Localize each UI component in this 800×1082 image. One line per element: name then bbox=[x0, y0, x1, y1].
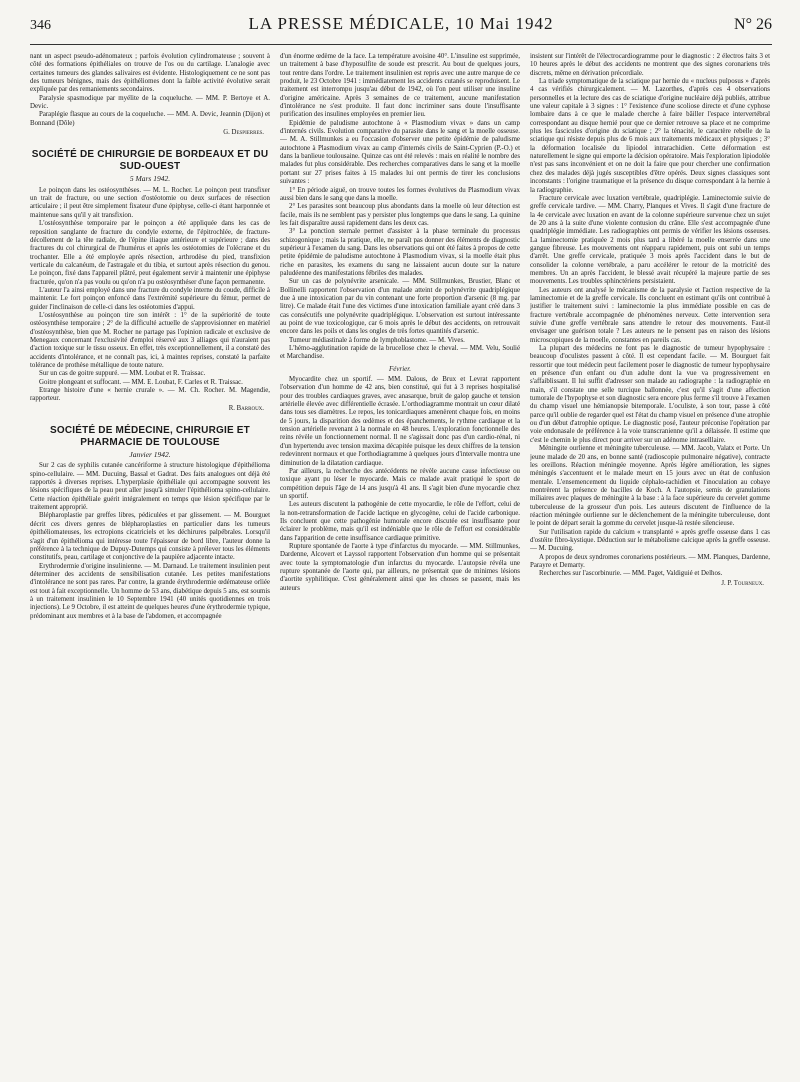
journal-title: LA PRESSE MÉDICALE, bbox=[248, 14, 451, 33]
paragraph: Epidémie de paludisme autochtone à « Plasmodium vivax » dans un camp d'internés civils. Evolution comparative du parasite dans le sang et la moelle osseuse. — M. A. Stillmunkes a eu l'occasion d'observer une petite épidémie de paludisme autochtone à Plasmodium vivax au camp d'internés civils de Saint-Cyprien (P.-O.) et dans la banlieue toulousaine. Quinze cas ont été relevés : mais en réalité le nombre des malades fut plus considérable. Des recherches comparatives dans le sang et la moelle portant sur 27 prises faites à 15 malades lui ont permis de tirer les conclusions suivantes : bbox=[280, 119, 520, 186]
paragraph: insistent sur l'intérêt de l'électrocardiogramme pour le diagnostic : 2 électros faits 3 et 10 heures après le début des accidents ne montrent que des signes coronariens très discrets, même en dérivation précordiale. bbox=[530, 53, 770, 77]
paragraph: nant un aspect pseudo-adénomateux ; parfois évolution cylindromateuse ; souvent à côté des formations épithéliales on trouve de l'os ou du cartilage. L'analogie avec certaines tumeurs des glandes salivaires est évidente. Histologiquement ce ne sont pas des tumeurs bénignes, mais des épithéliomes dont la faible activité évolutive serait expliquée par des remaniements secondaires. bbox=[30, 53, 270, 94]
journal-title-line bbox=[120, 14, 682, 34]
column-3 bbox=[530, 53, 770, 1063]
paragraph: L'ostéosynthèse temporaire par le poinçon a été appliquée dans les cas de reposition sanglante de fracture du condyle externe, de l'épitrochlée, de fracture-décollement de la tête radiale, de l'épine iliaque antérieure et supérieure ; dans des fractures du col chirurgical de l'humérus et après les ostéotomies de l'olécrane et du trochanter. Elle a été employée après résection, arthrodèse du pied, transfixion verticale du calcanéum, de l'astragale et du tibia, et surtout après résection du genou. Le poinçon, fixé dans l'appareil plâtré, peut également servir à maintenir une épiphyse fracturée, qu'on n'a pas voulu ou qu'on n'a pu ostéosynthéser d'une façon permanente. bbox=[30, 220, 270, 286]
paragraph: Méningite ourlienne et méningite tuberculeuse. — MM. Jacob, Valatx et Porte. Un jeune malade de 20 ans, en bonne santé (radioscopie pulmonaire négative), contracte les oreillons. Réaction méningée moyenne. Après légère amélioration, les signes méningés s'accentuent et le malade meurt en 15 jours avec un état de confusion mentale. L'ensemencement du liquide céphalo-rachidien et l'inoculation au cobaye montrèrent la présence de bacilles de Koch. A l'autopsie, semis de granulations miliaires avec plaques de méningite à la base : à la face supérieure du cervelet gomme tuberculeuse de la grosseur d'un pois. Les auteurs discutent de l'influence de la réaction méningée ourlienne sur le déclenchement de la méningite tuberculeuse, dont le point de départ serait la gomme du cervelet jusque-là restée silencieuse. bbox=[530, 445, 770, 528]
paragraph: Le poinçon dans les ostéosynthèses. — M. L. Rocher. Le poinçon peut transfixer un trait de fracture, ou une section d'ostéotomie ou deux surfaces de résection articulaire ; il peut être simplement fixateur d'une épiphyse, celle-ci étant harponnée et maintenue sans qu'il y ait transfixion. bbox=[30, 186, 270, 219]
column-2 bbox=[280, 53, 520, 1063]
paragraph: Sur l'utilisation rapide du calcium « transplanté » après greffe osseuse dans 1 cas d'ostéite fibro-kystique. Déduction sur le métabolisme calcique après la greffe osseuse. — M. Ducuing. bbox=[530, 528, 770, 553]
column-1 bbox=[30, 53, 270, 1063]
paragraph: La plupart des médecins ne font pas le diagnostic de tumeur hypophysaire : beaucoup d'oculistes passent à côté. Il est cependant facile. — M. Bourguet fait ressortir que tout médecin peut facilement poser le diagnostic de tumeur hypophysaire en présence d'un enfant ou d'un adulte dont la vue va progressivement en s'affaiblissant. Il lui suffit d'adresser son malade au radiographe : la radiographie en main, s'il constate une selle turcique ballonnée, c'est qu'il s'agit d'une affection tumorale de l'hypophyse et son diagnostic sera encore plus ferme s'il trouve à l'examen du champ visuel une hémianopsie bitemporale. L'oculiste, à son tour, passe à côté parce qu'il oublie de regarder quel est l'état du champ visuel en présence d'une atrophie ou d'un début d'atrophie optique. Le diagnostic posé, l'auteur préconise l'opération par voie endonasale de préférence à la voie transcranienne qu'il a délaissée. Il estime que c'est le chemin le plus direct pour arriver sur un adénome intraselllaire. bbox=[530, 345, 770, 444]
paragraph: Blépharoplastie par greffes libres, pédiculées et par glissement. — M. Bourguet décrit ces divers genres de blépharoplasties en particulier dans les tumeurs épithéliomateuses, les ectropions cicatriciels et les déchirures palpébrales. Lorsqu'il s'agit d'un épithélioma qui intéresse toute l'épaisseur de bord libre, l'auteur donne la préférence à la technique de Dupuy-Dutemps qui consiste à prélever tous les éléments constitutifs, peau, cartilage et conjonctive de la paupière adjacente intacte. bbox=[30, 512, 270, 562]
paragraph: Sur 2 cas de syphilis cutanée cancériforme à structure histologique d'épithélioma spino-cellulaire. — MM. Ducuing, Bassal et Gadrat. Des faits analogues ont déjà été rapportés à diverses reprises. L'hyperplasie épithéliale qui accompagne souvent les lésions spécifiques de la peau peut aller jusqu'à simuler l'épithélioma spino-cellulaire. Cette réaction épithéliale guérit intégralement en temps que lésion spécifique par le traitement approprié. bbox=[30, 462, 270, 512]
paragraph: Rupture spontanée de l'aorte à type d'infarctus du myocarde. — MM. Stillmunkes, Dardenne, Alcovert et Layssol rapportent l'observation d'un homme qui se présentait avec toute la symptomatologie d'un infarctus du myocarde. L'autopsie révéla une rupture spontanée de l'aorte qui, par ailleurs, ne présentait que de minimes lésions d'aortite syphilitique. C'est généralement ainsi que les choses se passent, mais les auteurs bbox=[280, 542, 520, 592]
signature: R. Barroux. bbox=[228, 404, 264, 412]
paragraph: L'auteur l'a ainsi employé dans une fracture du condyle interne du coude, difficile à maintenir. Le fort poinçon enfoncé dans l'extrémité supérieure du fémur, permet de guider l'inclinaison de celle-ci dans les ostéotomies d'appui. bbox=[30, 286, 270, 311]
paragraph: Les auteurs ont analysé le mécanisme de la paralysie et l'action respective de la laminectomie et de la greffe cervicale. Ils concluent en estimant qu'ils ont contribué à justifier le traitement suivi : laminectomie la plus immédiate possible en cas de fracture vertébrale accompagnée de phénomènes nerveux. Cette intervention sera suivie d'une greffe vertébrale sans attendre le retour des mouvements. Faut-il envisager une guérison totale ? Les auteurs ne le pensent pas en raison des lésions microscopiques de la moelle, constantes en pareils cas. bbox=[530, 286, 770, 344]
paragraph: Sur un cas de goitre suppuré. — MM. Loubat et R. Traissac. bbox=[39, 370, 206, 378]
paragraph: Sur un cas de polynévrite arsenicale. — MM. Stillmunkes, Brustier, Blanc et Bollinelli rapportent l'observation d'un malade atteint de polynévrite quadriplégique due à une intoxication par du vin contenant une forte proportion d'arsenic (8 mg. par litre). Ce malade était l'une des victimes d'une intoxication familiale ayant créé dans 3 cas consécutifs une polynévrite quadriplégique. L'observation est surtout intéressante au point de vue toxicologique, car 6 mois après le début des accidents, on retrouvait encore dans les poils et dans les ongles de très fortes quantités d'arsenic. bbox=[280, 278, 520, 336]
paragraph: L'ostéosynthèse au poinçon tire son intérêt : 1° de la supériorité de toute ostéosynthèse temporaire ; 2° de la difficulté actuelle de s'approvisionner en matériel d'ostéosynthèse, bien que M. Rocher ne partage pas l'opinion radicale et exclusive de Menegaux concernant l'exclusivité d'emploi réservé aux 3 alliages qui n'auraient pas d'action toxique sur le tissu osseux. En effet, très exceptionnellement, il a constaté des accidents d'intolérance, et ne connaît pas, ici, à maintes reprises, constaté la parfaite tolérance de prothèse métallique de toute nature. bbox=[30, 311, 270, 369]
paragraph: 1° En période aiguë, on trouve toutes les formes évolutives du Plasmodium vivax aussi bien dans le sang que dans la moelle. bbox=[280, 186, 520, 202]
paragraph: Par ailleurs, la recherche des antécédents ne révèle aucune cause infectieuse ou toxique ayant pu léser le myocarde. Mais ce malade avait pratiqué le sport de compétition depuis l'âge de 14 ans jusqu'à 41 ans. Il s'agit bien d'une myocardie chez un sportif. bbox=[280, 467, 520, 500]
section-date: Janvier 1942. bbox=[129, 450, 171, 460]
paragraph: Erythrodermie d'origine insulinienne. — M. Darnaud. Le traitement insulinien peut déterminer des accidents de sensibilisation cutanée. Les petites manifestations d'intolérance ne sont pas rares. Par contre, la grande érythrodermie œdémateuse orliée est tout à fait exceptionnelle. Un homme de 53 ans, diabétique depuis 5 ans, est soumis à un traitement insulinien le 10 Septembre 1941 (40 unités quotidiennes en trois injections). Le 9 Octobre, il est atteint de quelques heures d'une érythrodermie typique, prédominant aux membres et à la base de l'abdomen, et accompagnée bbox=[30, 562, 270, 620]
signature: J. P. Tourneux. bbox=[721, 579, 764, 587]
paragraph: Recherches sur l'ascorbinurie. — MM. Paget, Valdiguié et Delhos. bbox=[539, 570, 723, 578]
paragraph: Goitre plongeant et suffocant. — MM. E. Loubat, F. Carles et R. Traissac. bbox=[39, 378, 243, 386]
paragraph: Tumeur médiastinale à forme de lymphoblastome. — M. Vives. bbox=[289, 336, 465, 344]
paragraph: Les auteurs discutent la pathogénie de cette myocardie, le rôle de l'effort, celui de la non-retransformation de l'acide lactique en glycogène, celui de l'acide carbonique. Ils concluent que cette pathogénie humorale encore discutée est insuffisante pour éclairer le problème, mais qu'il est indéniable que le rôle de l'effort est considérable dans l'apparition de cette insuffisance cardiaque primitive. bbox=[280, 501, 520, 542]
paragraph: Paralysie spasmodique par myélite de la coqueluche. — MM. P. Bertoye et A. Devic. bbox=[30, 94, 270, 111]
paragraph: Etrange histoire d'une « hernie crurale ». — M. Ch. Rocher. M. Magendie, rapporteur. bbox=[30, 387, 270, 403]
page-number: 346 bbox=[30, 18, 51, 33]
paragraph: A propos de deux syndromes coronariens postérieurs. — MM. Planques, Dardenne, Parayre et Demarty. bbox=[530, 553, 770, 569]
paragraph: 2° Les parasites sont beaucoup plus abondants dans la moelle où leur détection est facile, mais ils ne semblent pas y persister plus longtemps que dans le sang. La quinine les fait disparaître aussi rapidement dans les deux cas. bbox=[280, 203, 520, 227]
paragraph: d'un énorme œdème de la face. La température avoisine 40°. L'insuline est supprimée, un traitement à base d'hyposulfite de soude est prescrit. Au bout de quelques jours, tout rentre dans l'ordre. Le traitement insulinien est repris avec une autre marque de ce produit, le 23 Octobre 1941 : immédiatement les accidents cutanés se reproduisent. Le traitement est interrompu jusqu'au début de 1942, où l'on peut utiliser une insuline d'origine américaine. Après 3 semaines de ce traitement, aucune manifestation d'intolérance ne s'est produite. Il faut donc incriminer sans doute l'insuffisante purification des insulines employées en premier lieu. bbox=[280, 53, 520, 119]
section-date: Février. bbox=[389, 364, 411, 373]
section-heading: SOCIÉTÉ DE CHIRURGIE DE BORDEAUX ET DU SUD-OUEST bbox=[31, 149, 269, 173]
issue-number: N° 26 bbox=[734, 16, 772, 33]
signature: G. Despierres. bbox=[223, 129, 264, 137]
article-columns bbox=[30, 53, 772, 1063]
section-date: 5 Mars 1942. bbox=[129, 174, 171, 184]
page-header bbox=[30, 14, 772, 45]
paragraph: L'hémo-agglutination rapide de la brucellose chez le cheval. — MM. Velu, Soulié et Marchandise. bbox=[280, 345, 520, 361]
paragraph: 3° La ponction sternale permet d'assister à la phase terminale du processus schizogonique ; mais la pratique, elle, ne paraît pas donner des éléments de diagnostic supérieur à l'examen du sang. Dans les observations qui ont été faites à propos de cette petite épidémie de paludisme autochtone à Plasmodium vivax, si la moelle était plus riche en parasites, les examens du sang ne laissaient aucun doute sur la nature paludéenne des manifestations fébriles des malades. bbox=[280, 228, 520, 277]
issue-date: 10 Mai 1942 bbox=[455, 14, 554, 33]
paragraph: La triade symptomatique de la sciatique par hernie du « nucleus pulposus » d'après 4 cas vérifiés chirurgicalement. — M. Lazorthes, d'après ces 4 observations personnelles et la lecture des cas de sciatique d'origine nucléaire déjà publiés, attribue une valeur capitale à 3 signes : 1° l'existence d'une scoliose directe et d'une cyphose lombaire dans à ce que le malade cherche à faire bâiller l'espace intervertébral correspondant au disque hernié pour que ce dernier retrouve sa place et ne comprime plus les fascicules d'origine du sciatique ; 2° la ténacité, le caractère rebelle de la sciatique qui résiste depuis plus de 6 mois aux traitements médicaux et physiques ; 3° la déformation localisée du lipiodol intrarachidien. Cette déformation est naturellement le signe qui emporte la décision opératoire. Mais l'exploration lipiodolée n'est pas sans inconvénient et on ne doit la faire que pour chercher une confirmation chez des malades déjà jugés susceptibles d'être opérés. Deux signes classiques sont inconstants : l'origine traumatique et la présence du disque correspondant à la hernie à la radiographie. bbox=[530, 78, 770, 194]
paragraph: Fracture cervicale avec luxation vertébrale, quadriplégie. Laminectomie suivie de greffe cervicale tardive. — MM. Charry, Planques et Vives. Il s'agit d'une fracture de la 4e cervicale avec luxation en avant de la colonne supérieure survenue chez un sujet de 20 ans à la suite d'une violente contusion du crâne. Elle s'est accompagnée d'une quadriplégie immédiate. Les radiographies ont permis de vérifier les lésions osseuses. La laminectomie pratiquée 2 mois plus tard a libéré la moelle enserrée dans une gangue fibreuse. Les mouvements ont réapparu rapidement, puis ont subi un temps d'arrêt. Une greffe cervicale, pratiquée 3 mois après l'accident dans le but de consolider la colonne vertébrale, a paru accélérer le retour de la motricité des membres. Un an après l'accident, le blessé avait récupéré la majeure partie de ses mouvements. Les troubles sphinctériens persistaient. bbox=[530, 194, 770, 286]
paragraph: Paraplégie flasque au cours de la coqueluche. — MM. A. Devic, Jeannin (Dijon) et Bonnand (Dôle) bbox=[30, 111, 270, 127]
section-heading: SOCIÉTÉ DE MÉDECINE, CHIRURGIE ET PHARMACIE DE TOULOUSE bbox=[50, 425, 250, 449]
paragraph: Myocardite chez un sportif. — MM. Dalous, de Brux et Levrat rapportent l'observation d'un homme de 42 ans, bien constitué, qui fut à 3 reprises hospitalisé pour des troubles cardiaques graves, avec anasarque, bruit de galop gauche et tension artérielle élevée avec différentielle écrasée. L'orthodiagramme montrait un cœur dilaté dans tous ses diamètres. Le repos, les tonicardiaques amenèrent chaque fois, en moins de 5 jours, la disparition des œdèmes et des épanchements, le rythme cardiaque et la tension artérielle revenant à la normale en 48 heures. L'exploration fonctionnelle des reins révèle un fonctionnement normal. Il ne s'agissait donc pas d'un cardio-rénal, ni d'un hypertendu avec tension maxima décapitée puisque les deux chiffres de la tension redevinrent normaux et que l'orthodiagramme à quelques jours d'intervalle montra une diminution de la dilatation cardiaque. bbox=[280, 376, 520, 467]
